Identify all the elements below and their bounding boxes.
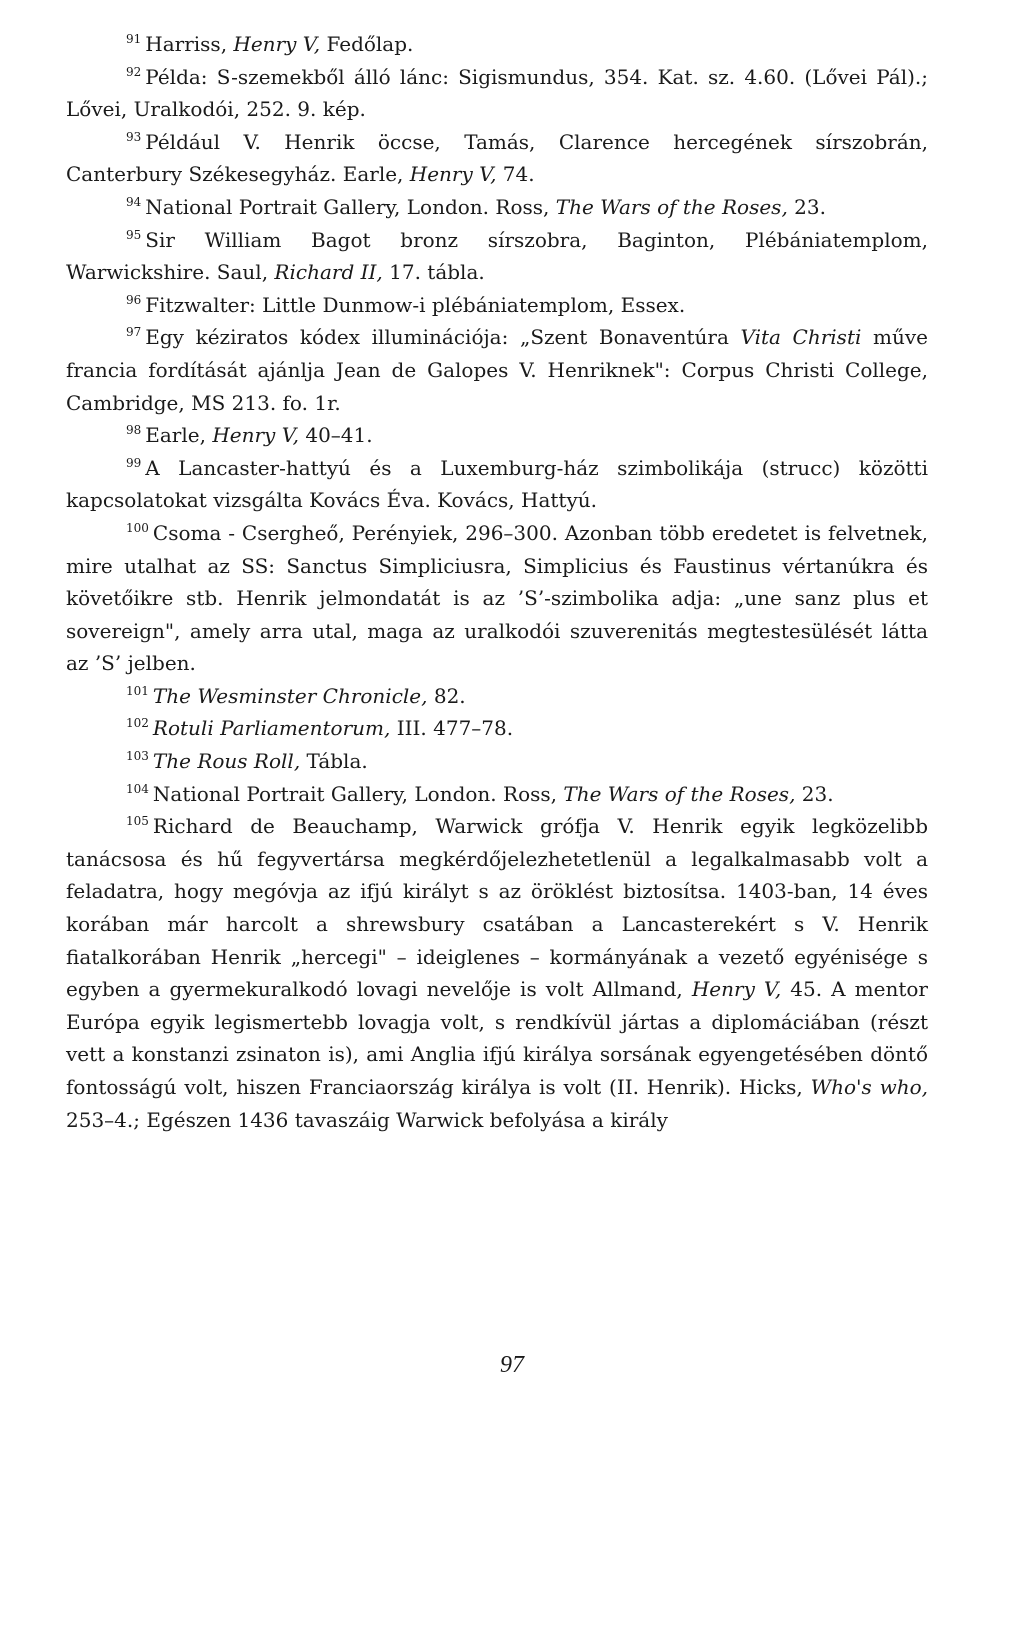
footnote-103 <box>66 745 928 778</box>
footnote-text: 17. tábla. <box>382 260 485 285</box>
footnote-text: Egy kéziratos kódex illuminációja: „Szent Bonaventúra <box>145 325 741 350</box>
footnote-italic-text: Who's who, <box>810 1075 929 1099</box>
footnote-text: 40–41. <box>299 423 373 448</box>
footnote-number: 104 <box>126 781 149 796</box>
footnote-italic-text: The Rous Roll, <box>152 749 301 774</box>
footnote-94 <box>66 191 928 224</box>
footnote-104 <box>66 778 928 811</box>
footnote-text: 253–4.; Egészen 1436 tavaszáig Warwick befolyása a király <box>66 1107 668 1132</box>
footnote-italic-text: Henry V, <box>409 162 497 187</box>
footnote-italic-text: The Wars of the Roses, <box>555 194 788 219</box>
footnote-96 <box>66 289 928 322</box>
footnote-italic-text: Henry V, <box>233 32 321 56</box>
footnote-italic-text: The Wars of the Roses, <box>563 781 796 806</box>
footnote-text: 45. A mentor Európa egyik legismertebb lovagja volt, s rendkívül jártas a diplomáciában (részt vett a konstanzi zsinaton is), ami Anglia ifjú királya sorsának egyengetésében döntő fontosságú volt, hiszen Franciaország királya is volt (II. Henrik). Hicks, <box>66 977 928 1099</box>
footnote-91 <box>66 28 928 61</box>
footnote-text: Például V. Henrik öccse, Tamás, Clarence hercegének sírszobrán, Canterbury Székesegyház. Earle, <box>66 129 928 187</box>
footnote-number: 103 <box>126 749 149 764</box>
footnote-italic-text: The Wesminster Chronicle, <box>152 683 428 708</box>
footnote-93 <box>66 126 928 191</box>
footnote-99 <box>66 452 928 517</box>
footnote-number: 99 <box>126 455 142 470</box>
footnote-italic-text: Richard II, <box>274 260 383 285</box>
footnote-text: Harriss, <box>145 32 234 56</box>
footnote-101 <box>66 680 928 713</box>
footnote-number: 100 <box>126 520 149 535</box>
footnote-100 <box>66 517 928 680</box>
footnote-text: 23. <box>795 781 834 806</box>
footnote-text: 23. <box>787 194 826 219</box>
footnote-text: National Portrait Gallery, London. Ross, <box>152 781 564 806</box>
page-number: 97 <box>500 1352 524 1378</box>
footnote-text: Earle, <box>145 423 213 448</box>
footnote-number: 91 <box>126 32 142 46</box>
footnote-text: Csoma - Cserghеő, Perényiek, 296–300. Azonban több eredetet is felvetnek, mire utalhat az SS: Sanctus Simpliciusra, Simplicius és Faustinus vértanúkra és követőikre stb. Henrik jelmondatát is az ’S’-szimbolika adja: „une sanz plus et sovereign", amely arra utal, maga az uralkodói szuverenitás megtestesülését látta az ’S’ jelben. <box>66 520 928 676</box>
footnote-text: Fedőlap. <box>320 32 414 56</box>
footnote-102 <box>66 712 928 745</box>
footnote-number: 93 <box>126 129 142 144</box>
footnote-text: 82. <box>427 683 466 708</box>
footnote-number: 95 <box>126 227 142 242</box>
footnotes-block <box>66 28 928 1136</box>
footnote-text: National Portrait Gallery, London. Ross, <box>145 194 556 219</box>
footnote-text: 74. <box>496 162 535 187</box>
footnote-105 <box>66 810 928 1136</box>
footnote-italic-text: Vita Christi <box>740 325 862 350</box>
footnote-number: 101 <box>126 683 149 698</box>
footnote-italic-text: Henry V, <box>691 977 782 1002</box>
footnote-number: 98 <box>126 423 142 438</box>
footnote-italic-text: Rotuli Parliamentorum, <box>152 716 391 741</box>
footnote-number: 105 <box>126 814 149 829</box>
footnote-number: 97 <box>126 325 142 340</box>
footnote-number: 94 <box>126 194 142 209</box>
footnote-97 <box>66 321 928 419</box>
footnote-number: 92 <box>126 64 142 79</box>
footnote-text: Richard de Beauchamp, Warwick grófja V. Henrik egyik legközelibb tanácsosa és hű fegyvertársa megkérdőjelezhetetlenül a legalkalmasabb volt a feladatra, hogy megóvja az ifjú királyt s az öröklést biztosítsa. 1403-ban, 14 éves korában már harcolt a shrewsbury csatában a Lancasterekért s V. Henrik fiatalkorában Henrik „hercegi" – ideiglenes – kormányának a vezető egyénisége s egyben a gyermekuralkodó lovagi nevelője is volt Allmand, <box>66 814 928 1002</box>
footnote-text: Sir William Bagot bronz sírszobra, Baginton, Plébániatemplom, Warwickshire. Saul, <box>66 227 928 285</box>
footnote-text: A Lancaster-hattyú és a Luxemburg-ház szimbolikája (strucc) közötti kapcsolatokat vizsgálta Kovács Éva. Kovács, Hattyú. <box>66 455 928 513</box>
footnote-text: Fitzwalter: Little Dunmow-i plébániatemplom, Essex. <box>145 292 686 317</box>
footnote-italic-text: Henry V, <box>212 423 299 448</box>
footnote-text: Tábla. <box>300 749 368 774</box>
footnote-text: műve francia fordítását ajánlja Jean de Galopes V. Henriknek": Corpus Christi College, Cambridge, MS 213. fo. 1r. <box>66 325 928 415</box>
footnote-98 <box>66 419 928 452</box>
footnote-text: III. 477–78. <box>390 716 514 741</box>
footnote-number: 96 <box>126 292 142 307</box>
footnote-95 <box>66 224 928 289</box>
footnote-92 <box>66 61 928 126</box>
footnote-number: 102 <box>126 716 149 731</box>
footnote-text: Példa: S-szemekből álló lánc: Sigismundus, 354. Kat. sz. 4.60. (Lővei Pál).; Lővei, Uralkodói, 252. 9. kép. <box>66 64 928 122</box>
